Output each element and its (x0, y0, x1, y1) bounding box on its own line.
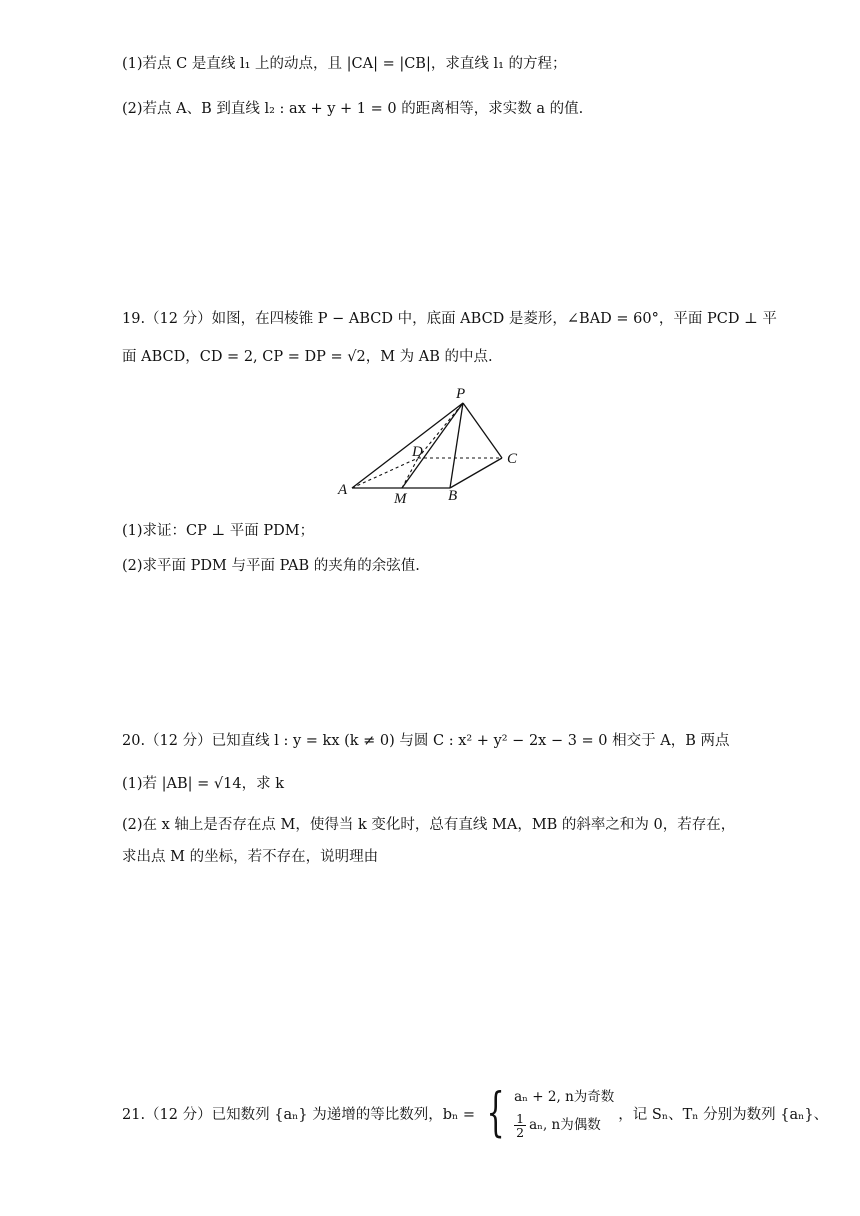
label-M: M (394, 491, 407, 507)
label-D: D (412, 444, 423, 460)
piecewise-case-even-rest: aₙ, n为偶数 (529, 1117, 601, 1133)
q19-part2: (2)求平面 PDM 与平面 PAB 的夹角的余弦值. (122, 558, 420, 574)
q19-stem-line2: 面 ABCD，CD = 2, CP = DP = √2，M 为 AB 的中点. (122, 349, 493, 365)
q20-part2-line2: 求出点 M 的坐标，若不存在，说明理由 (122, 849, 379, 865)
q20-part1: (1)若 |AB| = √14，求 k (122, 776, 284, 792)
q21-stem-suffix: ，记 Sₙ、Tₙ 分别为数列 {aₙ}、 (618, 1106, 829, 1123)
q18-part2: (2)若点 A、B 到直线 l₂ : ax + y + 1 = 0 的距离相等，求实数 a 的值. (122, 101, 584, 117)
q19-part1: (1)求证：CP ⊥ 平面 PDM； (122, 523, 315, 539)
label-B: B (448, 488, 458, 504)
label-A: A (338, 482, 348, 498)
q18-part1: (1)若点 C 是直线 l₁ 上的动点，且 |CA| = |CB|，求直线 l₁ 的方程； (122, 56, 567, 72)
piecewise-cases (514, 1088, 614, 1139)
fraction-numerator: 1 (516, 1110, 525, 1126)
label-C: C (507, 451, 518, 467)
q19-stem-line1: 19.（12 分）如图，在四棱锥 P − ABCD 中，底面 ABCD 是菱形，∠BAD = 60°，平面 PCD ⊥ 平 (122, 311, 777, 327)
q20-part2-line1: (2)在 x 轴上是否存在点 M，使得当 k 变化时，总有直线 MA，MB 的斜率之和为 0，若存在， (122, 817, 736, 833)
piecewise-case-odd: aₙ + 2, n为奇数 (514, 1088, 615, 1105)
fraction-half (514, 1112, 526, 1139)
pyramid-figure (330, 382, 530, 507)
piecewise-brace: { (486, 1083, 505, 1143)
q21-stem (122, 1078, 828, 1148)
q20-stem: 20.（12 分）已知直线 l : y = kx (k ≠ 0) 与圆 C : x² + y² − 2x − 3 = 0 相交于 A，B 两点 (122, 733, 730, 749)
q21-stem-prefix: 21.（12 分）已知数列 {aₙ} 为递增的等比数列，bₙ = (122, 1106, 476, 1123)
fraction-denominator: 2 (516, 1124, 525, 1140)
piecewise-case-even (514, 1112, 614, 1139)
label-P: P (456, 386, 466, 402)
